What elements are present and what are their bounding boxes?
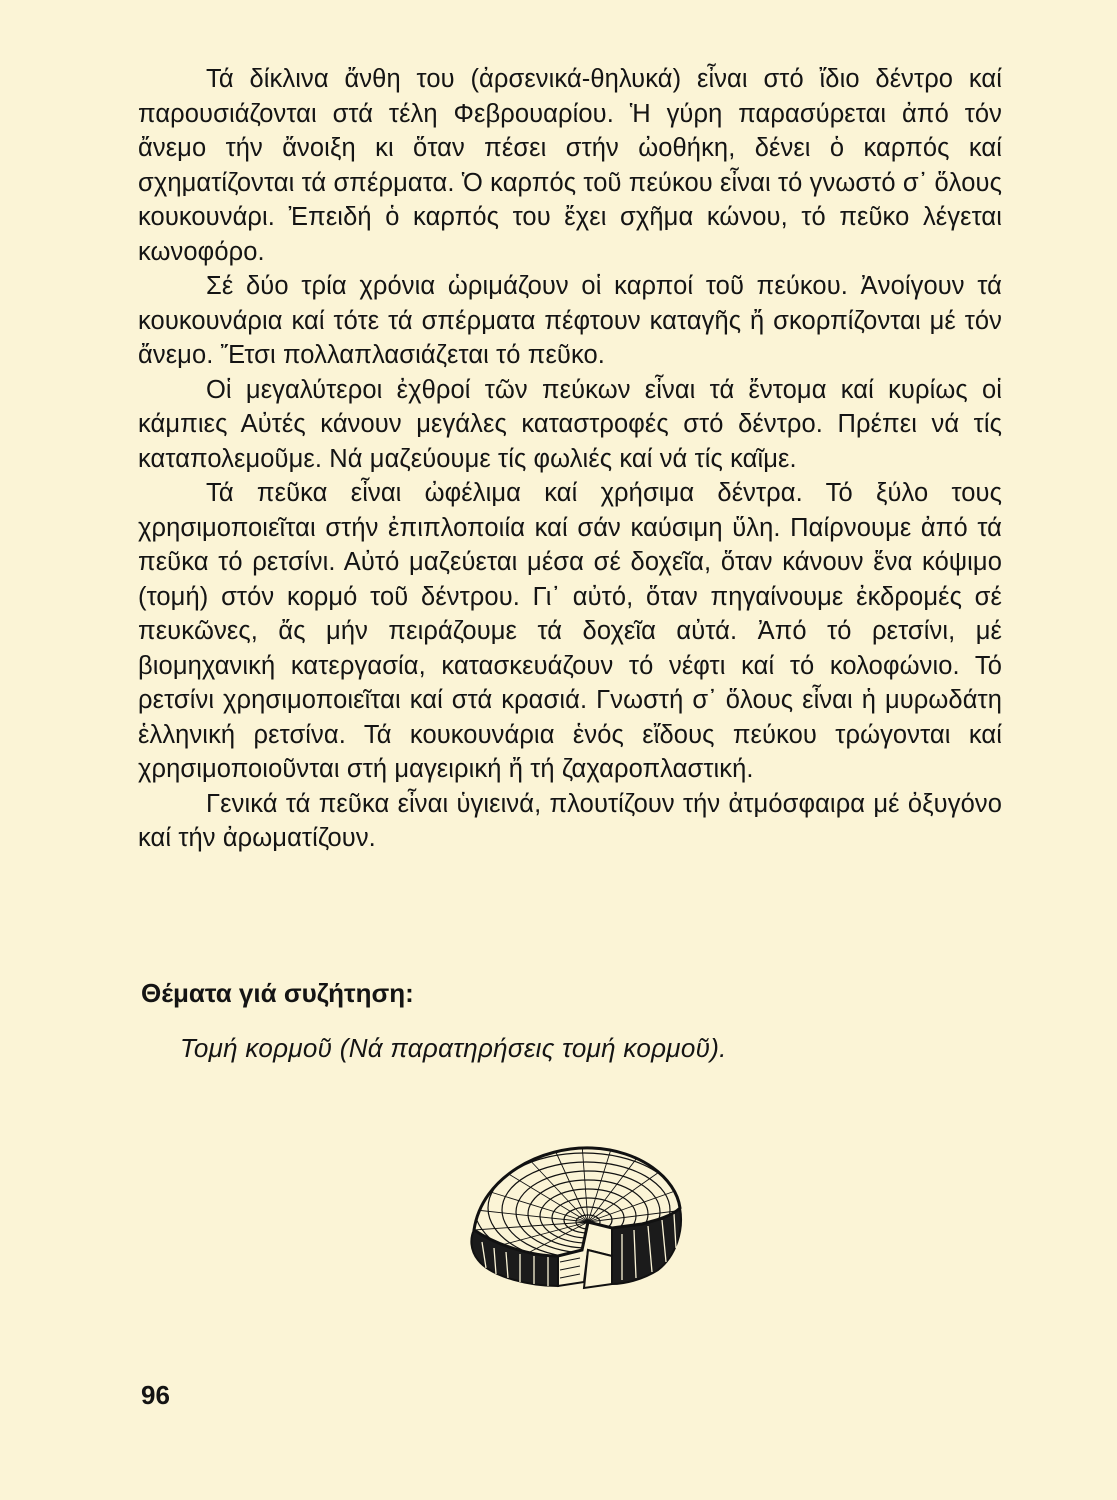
paragraph-health: Γενικά τά πεῦκα εἶναι ὑγιεινά, πλουτίζουν τήν ἀτμόσφαιρα μέ ὀξυγόνο καί τήν ἀρωματίζουν. xyxy=(138,789,1002,852)
paragraph-ripening: Σέ δύο τρία χρόνια ὡριμάζουν οἱ καρποί τοῦ πεύκου. Ἀνοίγουν τά κουκουνάρια καί τότε τά σπέρματα πέφτουν καταγῆς ἤ σκορπίζονται μέ τόν ἄνεμο. Ἔτσι πολλαπλασιάζεται τό πεῦκο. xyxy=(138,272,1002,369)
page-number: 96 xyxy=(141,1380,170,1410)
paragraph-enemies: Οἱ μεγαλύτεροι ἐχθροί τῶν πεύκων εἶναι τά ἔντομα καί κυρίως οἱ κάμπιες Αὐτές κάνουν μεγάλες καταστροφές στό δέντρο. Πρέπει νά τίς καταπολεμοῦμε. Νά μαζεύουμε τίς φωλιές καί νά τίς καῖμε. xyxy=(138,375,1002,473)
body-text xyxy=(138,62,1002,856)
trunk-cross-section-figure xyxy=(462,1138,692,1328)
paragraph-flowers: Τά δίκλινα ἄνθη του (ἀρσενικά-θηλυκά) εἶναι στό ἴδιο δέντρο καί παρουσιάζονται στά τέλη Φεβρουαρίου. Ἡ γύρη παρασύρεται ἀπό τόν ἄνεμο τήν ἄνοιξη κι ὅταν πέσει στήν ὠοθήκη, δένει ὁ καρπός καί σχηματίζονται τά σπέρματα. Ὁ καρπός τοῦ πεύκου εἶναι τό γνωστό σ᾽ ὅλους κουκουνάρι. Ἐπειδή ὁ καρπός του ἔχει σχῆμα κώνου, τό πεῦκο λέγεται κωνοφόρο. xyxy=(138,65,1002,266)
tree-trunk-cross-section-icon xyxy=(462,1138,692,1328)
discussion-heading: Θέματα γιά συζήτηση: xyxy=(141,978,414,1008)
figure-caption: Τομή κορμοῦ (Νά παρατηρήσεις τομή κορμοῦ). xyxy=(180,1033,727,1063)
paragraph-uses: Τά πεῦκα εἶναι ὠφέλιμα καί χρήσιμα δέντρα. Τό ξύλο τους χρησιμοποιεῖται στήν ἐπιπλοποιία καί σάν καύσιμη ὕλη. Παίρνουμε ἀπό τά πεῦκα τό ρετσίνι. Αὐτό μαζεύεται μέσα σέ δοχεῖα, ὅταν κάνουν ἕνα κόψιμο (τομή) στόν κορμό τοῦ δέντρου. Γι᾽ αὐτό, ὅταν πηγαίνουμε ἐκδρομές σέ πευκῶνες, ἄς μήν πειράζουμε τά δοχεῖα αὐτά. Ἀπό τό ρετσίνι, μέ βιομηχανική κατεργασία, κατασκευάζουν τό νέφτι καί τό κολοφώνιο. Τό ρετσίνι χρησιμοποιεῖται καί στά κρασιά. Γνωστή σ᾽ ὅλους εἶναι ἡ μυρωδάτη ἑλληνική ρετσίνα. Τά κουκουνάρια ἑνός εἴδους πεύκου τρώγονται καί χρησιμοποιοῦνται στή μαγειρική ἤ τή ζαχαροπλαστική. xyxy=(138,479,1002,783)
